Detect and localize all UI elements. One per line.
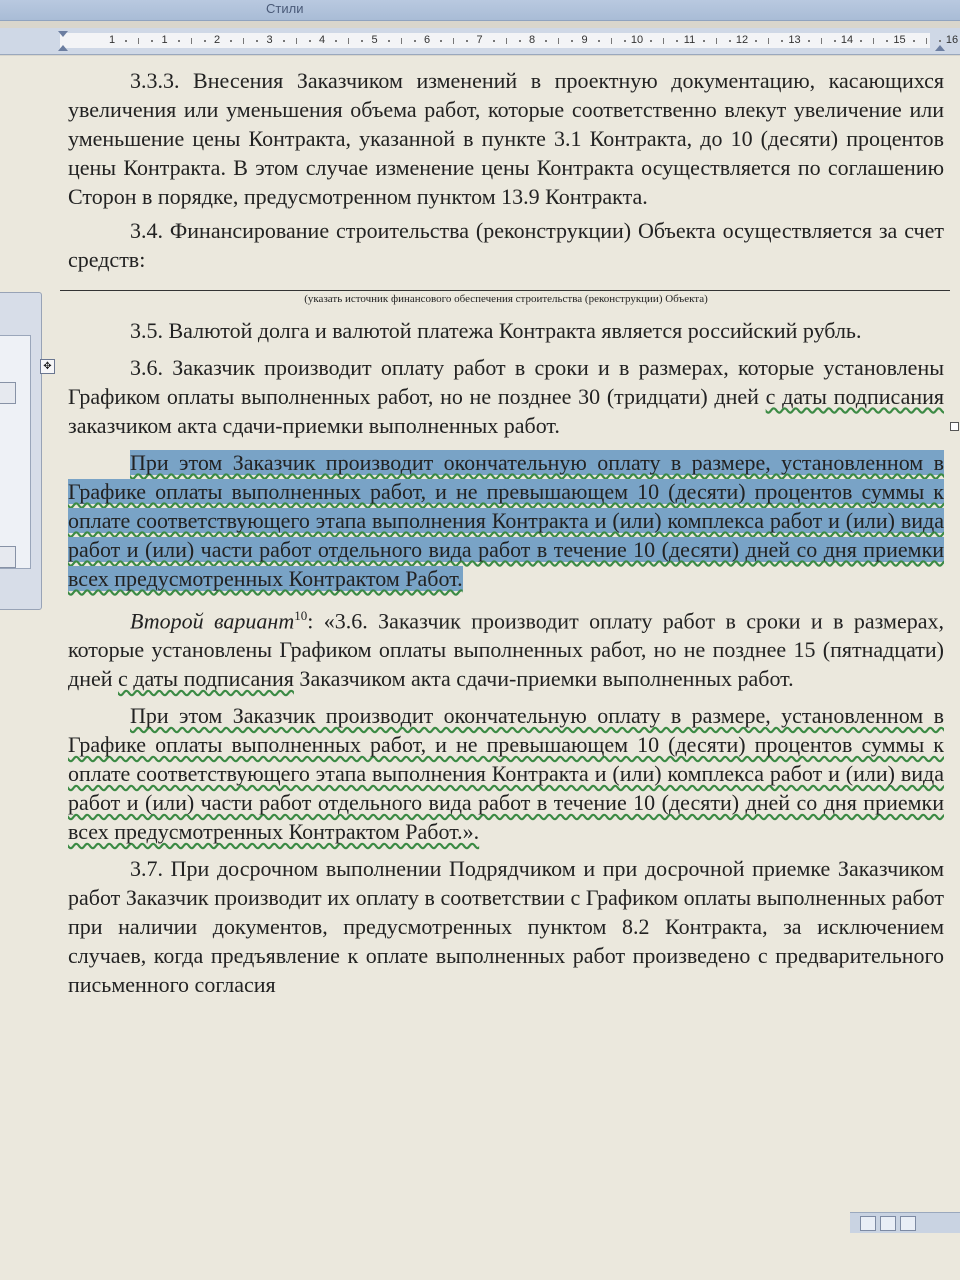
- ruler-tick: [138, 38, 139, 44]
- ruler-tick: [821, 38, 822, 44]
- paragraph-3-3-3[interactable]: 3.3.3. Внесения Заказчиком изменений в проектную документацию, касающихся увеличения или уменьшения объема работ, которые соответственно влекут увеличение или уменьшение цены Контракта, указанной в пункте 3.1 Контракта, до 10 (десяти) процентов цены Контракта. В этом случае изменение цены Контракта осуществляется по соглашению Сторон в порядке, предусмотренном пунктом 13.9 Контракта.: [68, 68, 944, 209]
- ruler-tick: [650, 40, 652, 42]
- ruler-tick: [309, 40, 311, 42]
- alt-text-a: : «3.6. Заказчик производит оплату работ в сроки и в размерах, которые установлены Графиком оплаты выполненных работ, но не позднее 15 (пятнадцати) дней: [68, 608, 945, 692]
- right-indent-marker[interactable]: [935, 45, 945, 51]
- ruler-number: 8: [528, 34, 536, 46]
- alt-text-b: Заказчиком акта сдачи-приемки выполненных работ.: [293, 666, 794, 692]
- ruler-tick: [558, 38, 559, 44]
- ruler-tick: [466, 40, 468, 42]
- ruler-tick: [716, 38, 717, 44]
- dialog-button[interactable]: [0, 382, 16, 404]
- p36-text-a: 3.6. Заказчик производит оплату работ в сроки и в размерах, которые установлены Графиком оплаты выполненных работ, но не позднее 30 (тридцати) дней: [68, 355, 944, 409]
- footnote-ref[interactable]: 10: [294, 608, 308, 623]
- ruler-tick: [453, 38, 454, 44]
- ruler-tick: [808, 40, 810, 42]
- ruler-tick: [519, 40, 521, 42]
- ruler-tick: [493, 40, 495, 42]
- paragraph-second-variant-final[interactable]: [68, 701, 944, 846]
- ruler-tick: [296, 38, 297, 44]
- paragraph-3-6-selected[interactable]: [68, 448, 944, 593]
- ruler-tick: [256, 40, 258, 42]
- ruler-number: 16: [945, 34, 959, 46]
- document-page[interactable]: [0, 56, 960, 1280]
- ruler-tick: [283, 40, 285, 42]
- alt-spellcheck-phrase[interactable]: с даты подписания: [118, 666, 294, 692]
- horizontal-ruler[interactable]: [0, 28, 960, 55]
- selected-text[interactable]: При этом Заказчик производит окончательную оплату в размере, установленном в Графике оплаты выполненных работ, и не превышающем 10 (десяти) процентов суммы к оплате соответствующего этапа выполнения Контракта и (или) комплекса работ и (или) вида работ и (или) части работ отдельного вида работ в течение 10 (десяти) дней со дня приемки всех предусмотренных Контрактом Работ.: [68, 450, 944, 591]
- ruler-tick: [768, 38, 769, 44]
- ruler-tick: [886, 40, 888, 42]
- ruler-number: 1: [161, 34, 168, 46]
- ruler-tick: [388, 40, 390, 42]
- ruler-tick: [506, 38, 507, 44]
- styles-group-label[interactable]: Стили: [266, 1, 304, 16]
- ruler-number: 14: [840, 34, 854, 46]
- floating-dialog-fragment[interactable]: [0, 292, 42, 610]
- table-resize-handle[interactable]: [950, 422, 959, 431]
- ruler-tick: [860, 40, 862, 42]
- full-reading-icon[interactable]: [880, 1216, 896, 1231]
- ruler-tick: [151, 40, 153, 42]
- print-layout-icon[interactable]: [860, 1216, 876, 1231]
- ruler-number: 6: [423, 34, 431, 46]
- ruler-tick: [703, 40, 705, 42]
- source-underline: [60, 290, 950, 291]
- ruler-number: 13: [788, 34, 801, 46]
- ruler-tick: [834, 40, 836, 42]
- ruler-number: 2: [213, 34, 221, 46]
- dialog-list[interactable]: [0, 335, 31, 569]
- ruler-tick: [624, 40, 626, 42]
- ruler-tick: [913, 40, 915, 42]
- paragraph-3-6[interactable]: [68, 353, 944, 440]
- left-indent-marker[interactable]: [58, 45, 68, 51]
- ruler-number: 9: [581, 34, 588, 46]
- ruler-tick: [663, 38, 664, 44]
- dialog-button[interactable]: [0, 546, 16, 568]
- ruler-tick: [729, 40, 731, 42]
- paragraph-3-5[interactable]: 3.5. Валютой долга и валютой платежа Контракта является российский рубль.: [130, 318, 862, 343]
- ruler-tick: [598, 40, 600, 42]
- ruler-tick: [361, 40, 363, 42]
- paragraph-3-4[interactable]: 3.4. Финансирование строительства (реконструкции) Объекта осуществляется за счет средств:: [68, 218, 944, 272]
- source-hint-text: (указать источник финансового обеспечения строительства (реконструкции) Объекта): [304, 293, 708, 305]
- first-line-indent-marker[interactable]: [58, 31, 68, 37]
- ruler-tick: [755, 40, 757, 42]
- ruler-tick: [178, 40, 180, 42]
- ruler-number: 7: [476, 34, 483, 46]
- ruler-tick: [230, 40, 232, 42]
- document-body[interactable]: [68, 66, 944, 999]
- ruler-tick: [191, 38, 192, 44]
- p36-spellcheck-phrase[interactable]: с даты подписания: [765, 384, 944, 409]
- ribbon-strip: [0, 0, 960, 21]
- ruler-tick: [414, 40, 416, 42]
- ruler-number: 5: [371, 34, 378, 46]
- ruler-number: 15: [893, 34, 906, 46]
- ruler-tick: [926, 38, 927, 44]
- status-bar: [850, 1212, 960, 1233]
- ruler-tick: [440, 40, 442, 42]
- ruler-number: 4: [318, 34, 326, 46]
- ruler-tick: [571, 40, 573, 42]
- web-layout-icon[interactable]: [900, 1216, 916, 1231]
- ruler-tick: [939, 40, 941, 42]
- second-variant-label: Второй вариант: [130, 608, 295, 634]
- ruler-tick: [348, 38, 349, 44]
- ruler-number: 10: [630, 34, 644, 46]
- ruler-tick: [781, 40, 783, 42]
- paragraph-3-7[interactable]: 3.7. При досрочном выполнении Подрядчиком и при досрочной приемке Заказчиком работ Заказчик производит их оплату в соответствии с Графиком оплаты выполненных работ при наличии документов, предусмотренных пунктом 8.2 Контракта, за исключением случаев, когда предъявление к оплате выполненных работ произведено с предварительного письменного согласия: [68, 856, 944, 998]
- ruler-tick: [873, 38, 874, 44]
- ruler-tick: [401, 38, 402, 44]
- ruler-tick: [676, 40, 678, 42]
- move-cross-icon[interactable]: ✥: [40, 359, 55, 374]
- ruler-tick: [243, 38, 244, 44]
- ruler-tick: [335, 40, 337, 42]
- ruler-tick: [545, 40, 547, 42]
- ruler-number: 12: [735, 34, 749, 46]
- ruler-tick: [125, 40, 127, 42]
- ruler-number: 1: [108, 34, 116, 46]
- ruler-tick: [611, 38, 612, 44]
- p36-text-b: заказчиком акта сдачи-приемки выполненных работ.: [68, 413, 560, 438]
- paragraph-second-variant[interactable]: [68, 601, 944, 693]
- ruler-number: 11: [683, 34, 696, 46]
- ruler-number: 3: [266, 34, 273, 46]
- ruler-tick: [204, 40, 206, 42]
- alt-second-text[interactable]: При этом Заказчик производит окончательную оплату в размере, установленном в Графике оплаты выполненных работ, и не превышающем 10 (десяти) процентов суммы к оплате соответствующего этапа выполнения Контракта и (или) комплекса работ и (или) вида работ и (или) части работ отдельного вида работ в течение 10 (десяти) дней со дня приемки всех предусмотренных Контрактом Работ.».: [68, 703, 944, 845]
